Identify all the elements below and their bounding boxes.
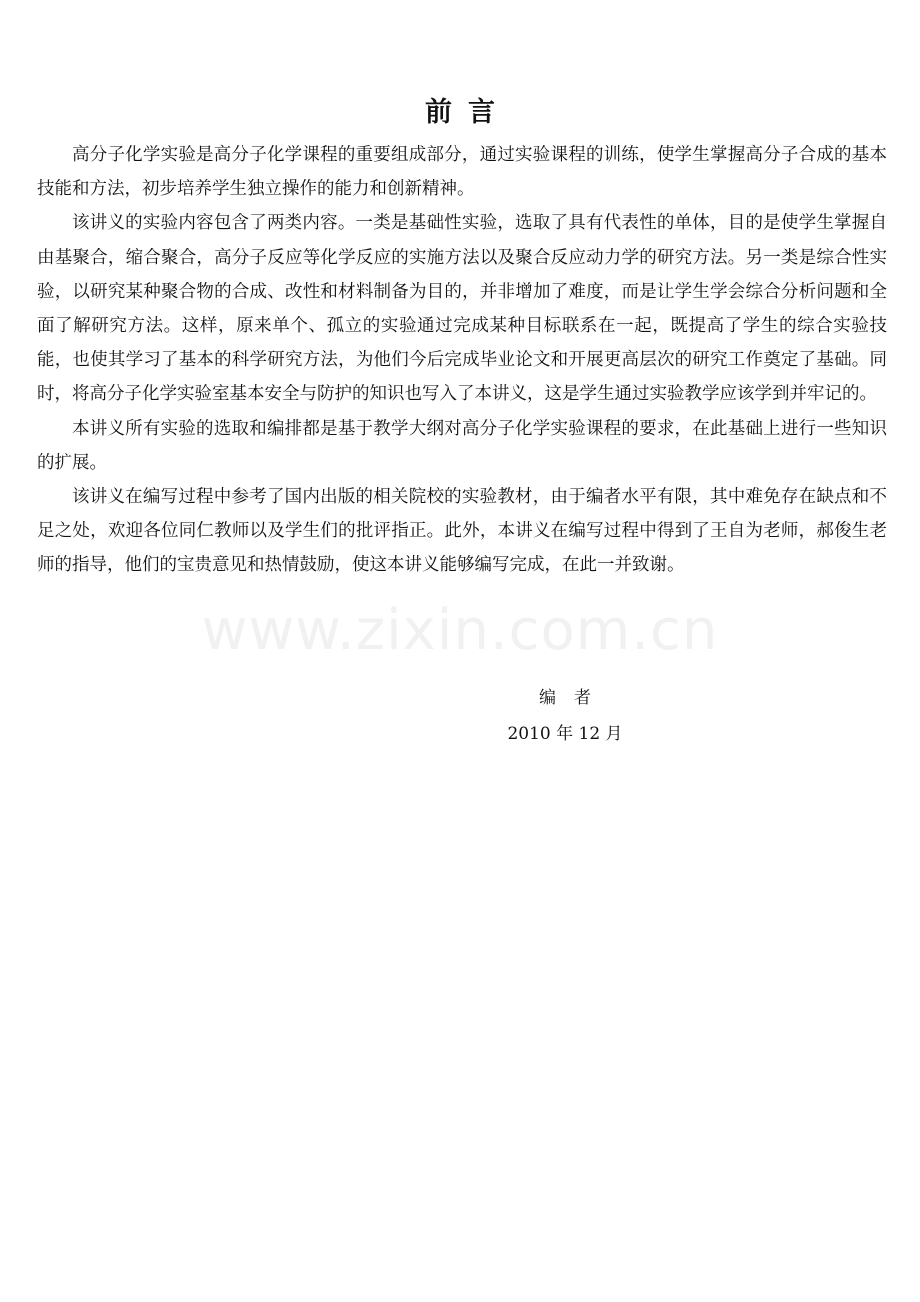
watermark: www.zixin.com.cn (201, 598, 719, 663)
date-line: 2010 年 12 月 (507, 724, 623, 744)
paragraph-4: 该讲义在编写过程中参考了国内出版的相关院校的实验教材，由于编者水平有限，其中难免存在缺点和不足之处，欢迎各位同仁教师以及学生们的批评指正。此外，本讲义在编写过程中得到了王自为老师，郝俊生老师的指导，他们的宝贵意见和热情鼓励，使这本讲义能够编写完成，在此一并致谢。 (37, 487, 887, 576)
paragraph-1: 高分子化学实验是高分子化学课程的重要组成部分，通过实验课程的训练，使学生掌握高分子合成的基本技能和方法，初步培养学生独立操作的能力和创新精神。 (37, 145, 887, 200)
document-body (37, 138, 887, 583)
page-title: 前言 (425, 97, 511, 128)
author-line: 编者 (539, 688, 609, 708)
signature-block (0, 682, 920, 750)
paragraph-2: 该讲义的实验内容包含了两类内容。一类是基础性实验，选取了具有代表性的单体，目的是使学生掌握自由基聚合，缩合聚合，高分子反应等化学反应的实施方法以及聚合反应动力学的研究方法。另一类是综合性实验，以研究某种聚合物的合成、改性和材料制备为目的，并非增加了难度，而是让学生学会综合分析问题和全面了解研究方法。这样，原来单个、孤立的实验通过完成某种目标联系在一起，既提高了学生的综合实验技能，也使其学习了基本的科学研究方法，为他们今后完成毕业论文和开展更高层次的研究工作奠定了基础。同时，将高分子化学实验室基本安全与防护的知识也写入了本讲义，这是学生通过实验教学应该学到并牢记的。 (37, 213, 887, 405)
paragraph-3: 本讲义所有实验的选取和编排都是基于教学大纲对高分子化学实验课程的要求，在此基础上进行一些知识的扩展。 (37, 418, 887, 473)
